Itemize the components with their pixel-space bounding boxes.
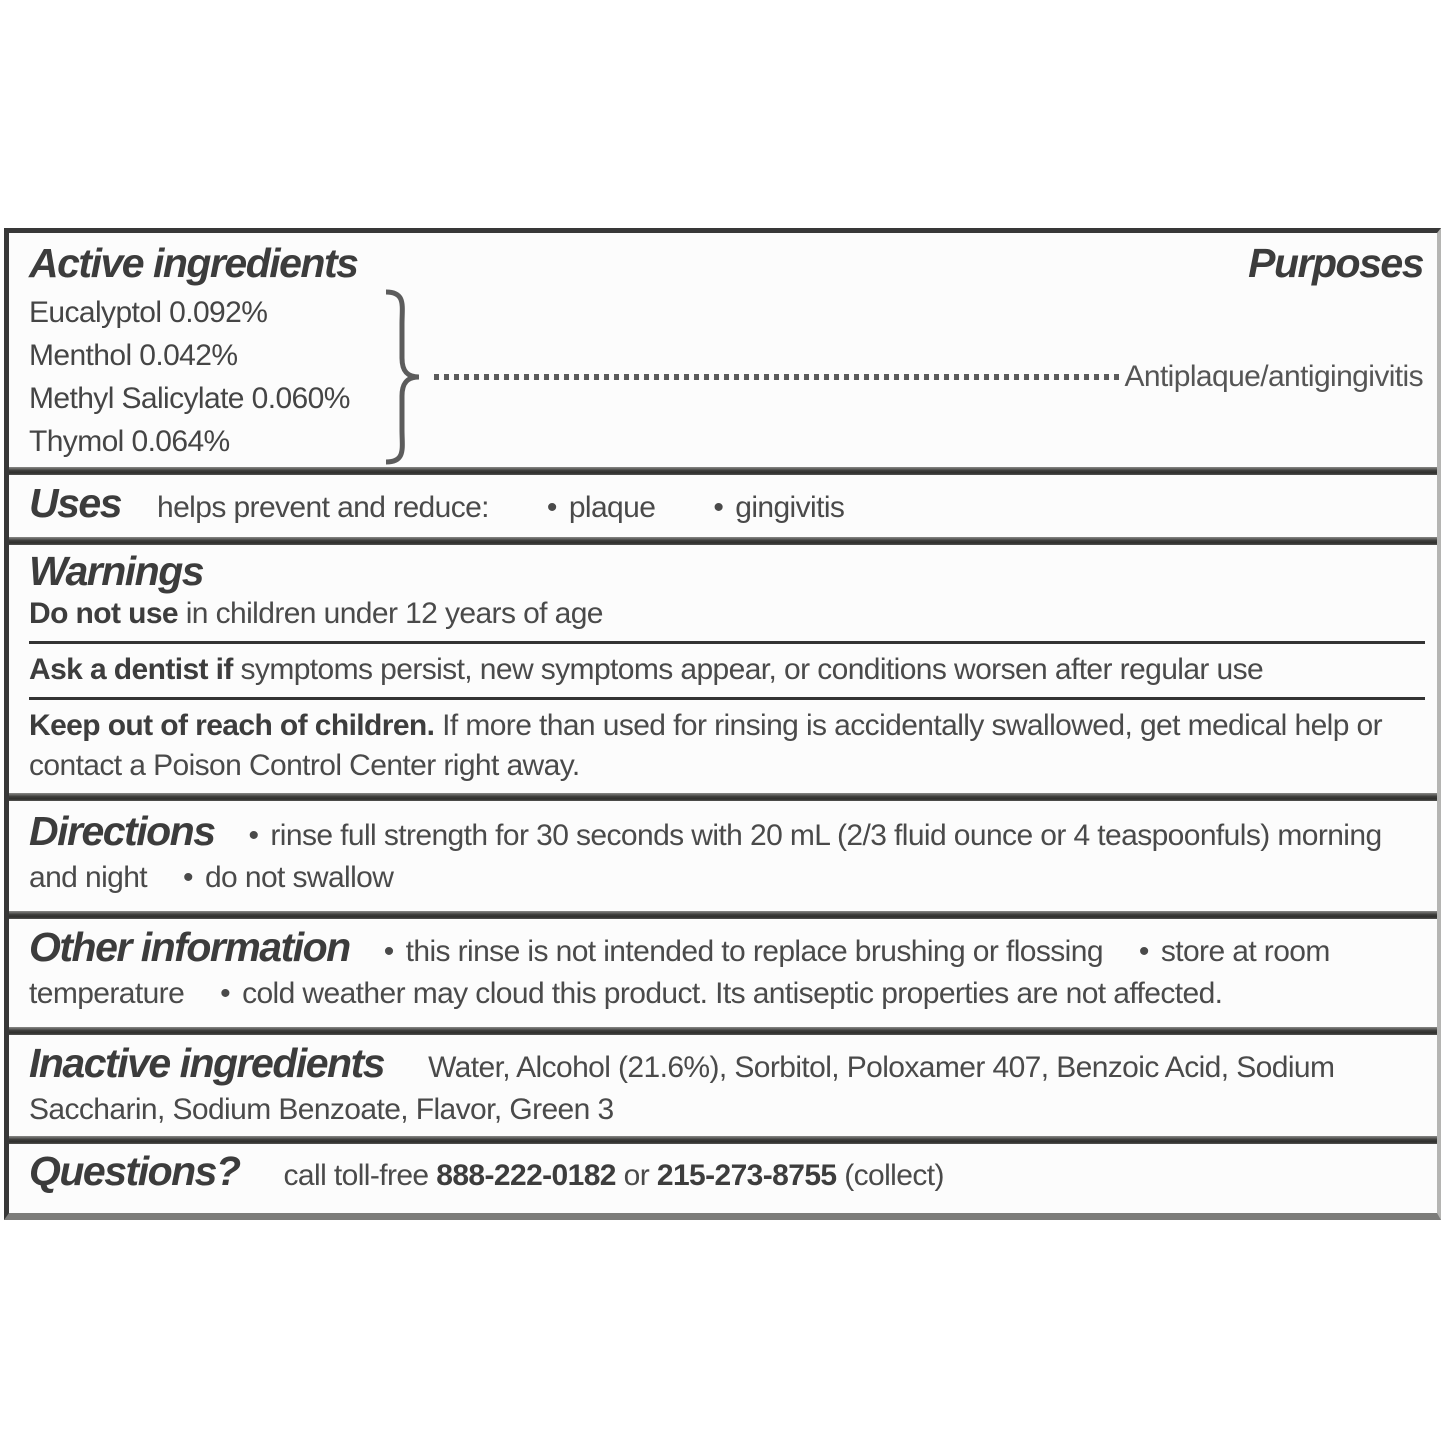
section-inactive-ingredients [9,1035,1437,1136]
other-information-heading: Other information [29,924,350,970]
questions-post: (collect) [836,1159,944,1192]
questions-heading: Questions? [29,1148,240,1194]
section-other-information [9,919,1437,1027]
warning-rule [29,697,1425,700]
section-divider [9,1027,1437,1035]
directions-heading: Directions [29,808,215,854]
inactive-ingredients-list: Water, Alcohol (21.6%), Sorbitol, Poloxamer 407, Benzoic Acid, Sodium Saccharin, Sodium Benzoate, Flavor, Green 3 [29,1051,1335,1126]
questions-text [284,1159,944,1192]
warning-rule [29,641,1425,644]
other-bullet-brushing: • this rinse is not intended to replace brushing or flossing [384,935,1103,968]
section-divider [9,537,1437,545]
section-active-ingredients [9,233,1437,467]
active-ingredients-heading: Active ingredients [29,240,358,286]
purpose-value: Antiplaque/antigingivitis [1124,360,1423,394]
directions-bullet-rinse: • rinse full strength for 30 seconds with 20 mL (2/3 fluid ounce or 4 teaspoonfuls) morning and night [29,819,1382,894]
active-ingredients-row [29,288,1425,466]
dotted-leader [434,374,1121,380]
curly-brace-icon [378,288,426,466]
section-questions [9,1144,1437,1213]
section-uses [9,475,1437,537]
uses-bullet-plaque: • plaque [547,491,655,524]
section-divider [9,467,1437,475]
active-ingredient-list [29,291,350,463]
uses-bullet-gingivitis: • gingivitis [713,491,844,524]
warning-do-not-use-text: in children under 12 years of age [178,597,603,631]
warnings-heading: Warnings [29,548,204,594]
warning-keep-out-lead: Keep out of reach of children. [29,709,435,743]
directions-bullet-swallow: • do not swallow [183,861,393,894]
collect-number: 215-273-8755 [656,1159,837,1192]
questions-mid: or [615,1159,657,1192]
warning-do-not-use [29,594,1425,634]
warning-do-not-use-lead: Do not use [29,597,178,631]
section-divider [9,911,1437,919]
inactive-ingredients-heading: Inactive ingredients [29,1040,385,1086]
section-directions [9,801,1437,911]
section-divider [9,793,1437,801]
uses-heading: Uses [29,480,122,526]
warning-ask-dentist-lead: Ask a dentist if [29,653,233,687]
questions-pre: call toll-free [283,1159,437,1192]
ingredient-eucalyptol: Eucalyptol 0.092% [29,296,268,330]
ingredient-menthol: Menthol 0.042% [29,339,238,373]
purposes-heading: Purposes [1248,240,1423,286]
ingredient-methyl-salicylate: Methyl Salicylate 0.060% [29,382,350,416]
ingredient-thymol: Thymol 0.064% [29,425,230,459]
other-bullet-storage: • store at room temperature [29,935,1330,1010]
warning-keep-out [29,706,1425,786]
toll-free-number: 888-222-0182 [436,1159,616,1192]
other-bullet-cold-weather: • cold weather may cloud this product. Its antiseptic properties are not affected. [220,977,1222,1010]
warning-ask-dentist [29,650,1425,690]
section-warnings [9,545,1437,793]
uses-intro: helps prevent and reduce: [157,491,489,524]
warning-ask-dentist-text: symptoms persist, new symptoms appear, or conditions worsen after regular use [232,653,1264,687]
section-divider [9,1136,1437,1144]
warning-keep-out-text: If more than used for rinsing is accidentally swallowed, get medical help or contact a Poison Control Center right away. [29,709,1383,783]
drug-facts-label [4,228,1441,1220]
